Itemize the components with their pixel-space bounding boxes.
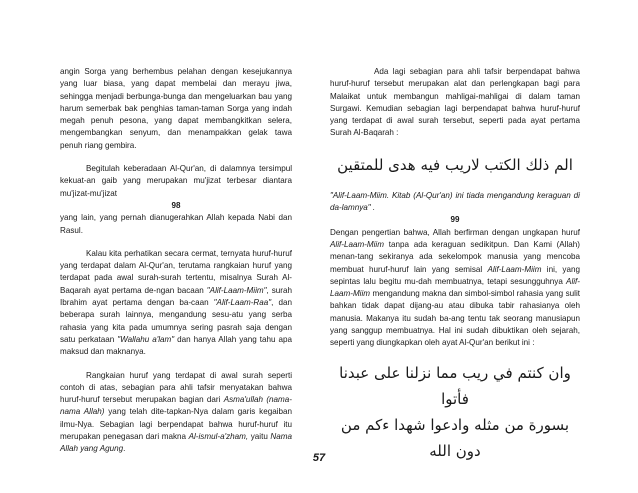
italic-term: Alif-Laam-Miim <box>330 239 384 249</box>
text-span: yaitu <box>248 432 271 442</box>
text-span: Kalau kita perhatikan secara cermat, ternyata huruf-huruf yang terdapat dalam Al-Qur'an, terutama rangkaian huruf yang terdapat pada awal surah-surah tertentu, misalnya Surah Al-Baqarah ayat pertama de-ngan bacaan <box>60 248 292 295</box>
italic-translation: "Alif-Laam-Miim. Kitab (Al-Qur'an) ini tiada mengandung keraguan di da-lamnya" . <box>330 190 580 213</box>
text-span: Rangkaian huruf yang terdapat di awal surah seperti contoh di atas, sebagian para ahli tafsir menyatakan bahwa huruf-huruf tersebut merupakan bagian dari <box>60 370 292 405</box>
text-span: . <box>123 444 126 454</box>
text-span: Dengan pengertian bahwa, Allah berfirman dengan ungkapan huruf <box>330 227 580 237</box>
text-span: mengandung makna dan simbol-simbol rahasia yang sulit bahkan tidak dapat dijang-au atau dibuka tabir rahasianya oleh manusia. Makanya itu sudah ba-ang tentu tak seorang manusiapun yang sanggup membuatnya. Hal ini sudah dibuktikan oleh sejarah, seperti yang diungkapkan oleh ayat Al-Qur'an berikut ini : <box>330 289 580 348</box>
italic-term: "Alif-Laam-Raa" <box>213 298 272 308</box>
text-span: dan hanya Allah yang tahu apa maksud dan maknanya. <box>60 334 292 357</box>
italic-term: Alif-Laam-Miim <box>330 276 580 299</box>
italic-term: "Wallahu a'lam" <box>117 334 175 344</box>
text-span: tanpa ada keraguan sedikitpun. Dan Kami (Allah) menan-tang sekiranya ada sekelompok manusia yang mencoba membuat huruf-huruf lain yang semisal <box>330 239 580 274</box>
left-paragraph-3: yang lain, yang pernah dianugerahkan Allah kepada Nabi dan Rasul. <box>60 213 292 235</box>
italic-term: Asma'ullah (nama-nama Allah) <box>60 395 292 417</box>
text-span: , dan beberapa surah lainnya, mengandung sesu-atu yang serba rahasia yang kita pada umumnya sering pasrah saja dengan satu perkataan <box>60 298 292 344</box>
right-paragraph-1: Ada lagi sebagian para ahli tafsir berpendapat bahwa huruf-huruf tersebut merupakan alat dan perlengkapan bagi para Malaikat untuk membangun mahligai-mahligai di dalam taman Surgawi. Kemudian sebagian lagi berpendapat bahwa huruf-huruf yang terdapat di awal surah tersebut, seperti pada ayat pertama Surah Al-Baqarah : <box>330 67 580 138</box>
verse-translation <box>330 190 580 215</box>
footnote-marker-98: 98 <box>171 200 181 210</box>
left-paragraph-5 <box>60 370 292 456</box>
text-span: yang telah dite-tapkan-Nya dalam garis kegaiban ilmu-Nya. Sebagian lagi berpendapat bahwa huruf-huruf itu merupakan penegasan dari makna <box>60 407 292 442</box>
arabic-verse-line-1: وان كنتم في ريب مما نزلنا على عبدنا فأتوا <box>339 363 571 408</box>
italic-term: "Alif-Laam-Miim" <box>206 285 267 295</box>
text-span: ini, yang sepintas lalu begitu mu-dah membuatnya, tetapi sesungguhnya <box>330 264 580 286</box>
left-paragraph-4 <box>60 248 292 359</box>
page-number: 57 <box>312 452 326 464</box>
footnote-marker-99: 99 <box>450 215 460 225</box>
arabic-verse-line-2: بسورة من مثله وادعوا شهدا ءكم من دون الله <box>340 415 570 460</box>
left-paragraph-2: Begitulah keberadaan Al-Qur'an, di dalamnya tersimpul kekuat-an gaib yang merupakan mu'jizat terbesar diantara mu'jizat-mu'jizat <box>60 164 292 198</box>
italic-term: Al-ismul-a'zham, <box>188 432 249 442</box>
arabic-verse-baqarah: الم ذلك الكتب لاريب فيه هدى للمتقين <box>337 155 573 174</box>
right-paragraph-2 <box>330 227 580 350</box>
text-span: , surah Ibrahim ayat pertama dengan ba-caan <box>60 285 292 308</box>
italic-term: Nama Allah yang Agung <box>60 432 292 454</box>
right-column <box>330 66 580 464</box>
left-column <box>60 66 292 456</box>
left-paragraph-1: angin Sorga yang berhembus pelahan dengan kesejukannya yang luar biasa, yang dapat membelai dan merayu jiwa, sehingga menjadi berbunga-bunga dan mengeluarkan bau yang harum semerbak bak penghias taman-taman Sorga yang indah megah penuh pesona, yang dapat membangkitkan selera, mengembangkan senyum, dan menampakkan gelak tawa penuh riang gembira. <box>60 67 292 150</box>
italic-term: Alif-Laam-Miim <box>487 264 542 274</box>
